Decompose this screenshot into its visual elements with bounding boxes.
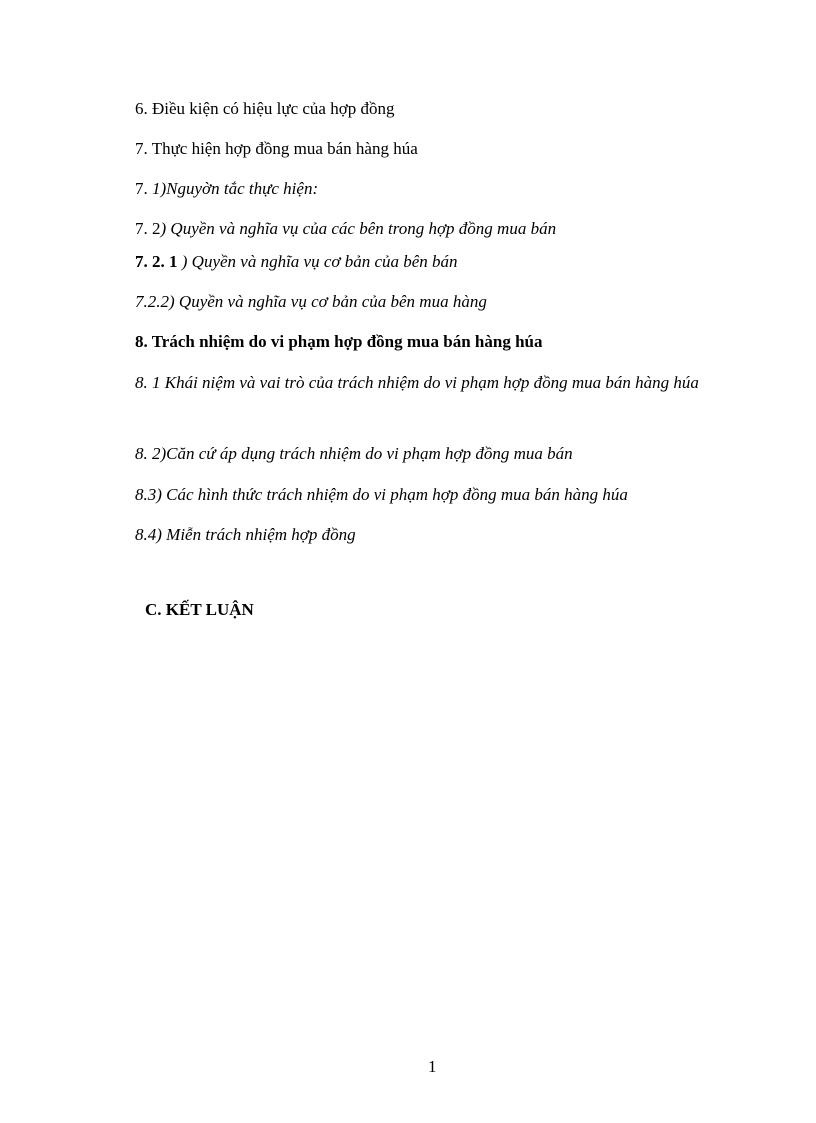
- toc-item-8: 8. Trách nhiệm do vi phạm hợp đồng mua bán hàng húa: [135, 332, 543, 351]
- toc-item-8-4: 8.4) Miễn trách nhiệm hợp đồng: [135, 525, 356, 544]
- toc-item-6: 6. Điều kiện có hiệu lực của hợp đồng: [135, 99, 395, 118]
- toc-item-8-3: 8.3) Các hình thức trách nhiệm do vi phạm hợp đồng mua bán hàng húa: [135, 485, 628, 504]
- toc-item-8-1: 8. 1 Khái niệm và vai trò của trách nhiệm do vi phạm hợp đồng mua bán hàng húa: [135, 373, 699, 392]
- page-number: 1: [428, 1057, 437, 1076]
- toc-item-7: 7. Thực hiện hợp đồng mua bán hàng húa: [135, 139, 418, 158]
- toc-item-8-2: 8. 2)Căn cứ áp dụng trách nhiệm do vi phạm hợp đồng mua bán: [135, 444, 573, 463]
- toc-item-7-1-text: 1)Nguyờn tắc thực hiện:: [152, 179, 319, 198]
- toc-item-7-2: [135, 219, 556, 239]
- toc-item-7-2-1: [135, 252, 458, 272]
- toc-item-7-1-number: 7.: [135, 179, 152, 198]
- toc-item-7-2-2: 7.2.2) Quyền và nghĩa vụ cơ bản của bên mua hàng: [135, 292, 487, 311]
- toc-item-7-2-1-number: 7. 2. 1: [135, 252, 182, 271]
- section-c-heading: C. KẾT LUẬN: [145, 600, 254, 619]
- toc-item-7-2-text: ) Quyền và nghĩa vụ của các bên trong hợp đồng mua bán: [160, 219, 557, 238]
- toc-item-7-2-number: 7. 2: [135, 219, 161, 238]
- toc-item-7-1: [135, 179, 318, 199]
- toc-item-7-2-1-text: ) Quyền và nghĩa vụ cơ bản của bên bán: [181, 252, 458, 271]
